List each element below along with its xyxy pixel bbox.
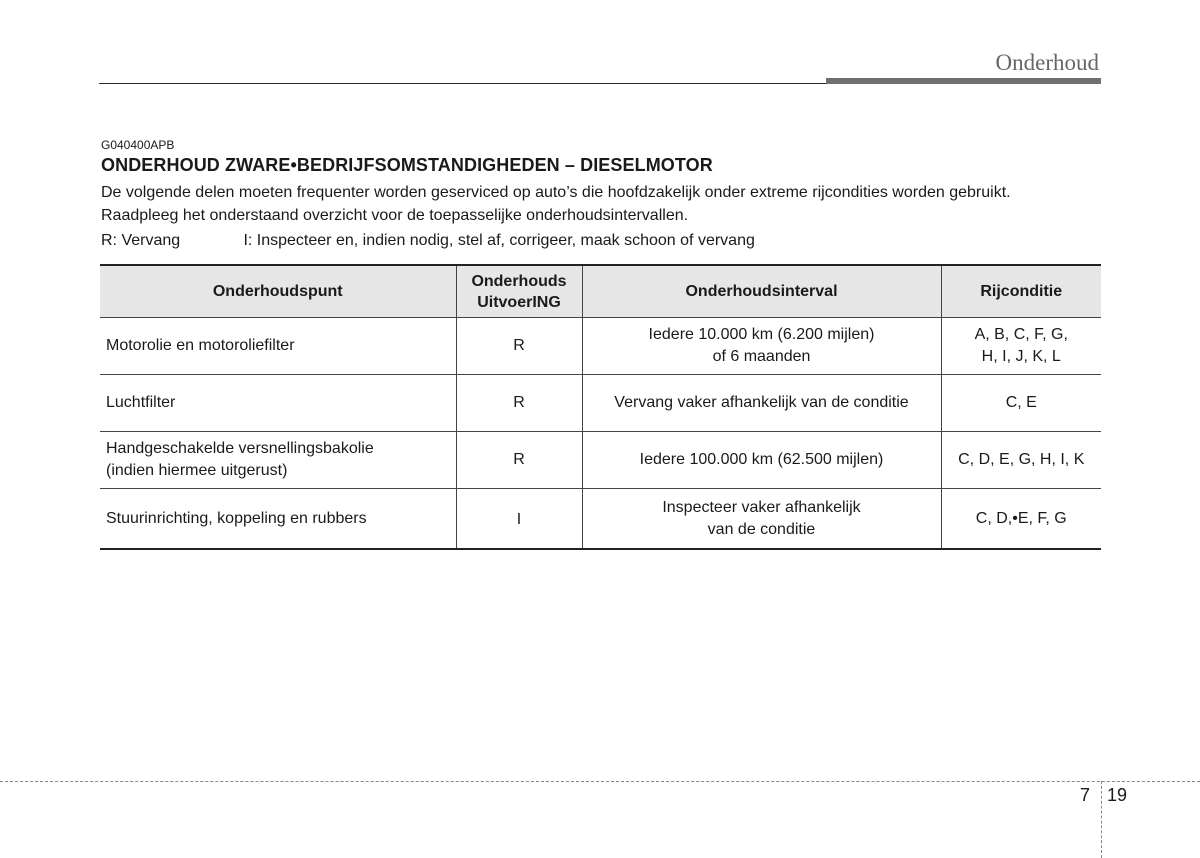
header-accent-bar [826, 78, 1101, 84]
cell-text: Iedere 100.000 km (62.500 mijlen) [639, 451, 884, 468]
cell-text: Iedere 10.000 km (6.200 mijlen) [648, 326, 875, 343]
header-item: Onderhoudspunt [100, 265, 456, 318]
header-action-line: Onderhouds [471, 272, 567, 290]
document-code: G040400APB [101, 138, 175, 152]
header-action-line: UitvoerING [477, 293, 561, 311]
legend-inspect: I: Inspecteer en, indien nodig, stel af, corrigeer, maak schoon of vervang [243, 232, 755, 249]
legend-replace: R: Vervang [101, 232, 181, 249]
cell-text: Luchtfilter [106, 394, 176, 411]
cell-text: (indien hiermee uitgerust) [106, 462, 288, 479]
cell-item [100, 432, 456, 489]
table-row [100, 375, 1101, 432]
cell-text: Handgeschakelde versnellingsbakolie [106, 440, 374, 457]
maintenance-table [100, 264, 1101, 550]
intro-line: De volgende delen moeten frequenter worden geserviced op auto’s die hoofdzakelijk onder extreme rijcondities worden gebruikt. [101, 184, 1011, 201]
cell-text: Stuurinrichting, koppeling en rubbers [106, 509, 367, 527]
cell-text: C, E [1005, 394, 1037, 411]
cell-condition [941, 318, 1101, 375]
header-condition: Rijconditie [941, 265, 1101, 318]
footer-divider [0, 781, 1200, 782]
table-header-row [100, 265, 1101, 318]
cell-text: C, D,•E, F, G [975, 509, 1067, 527]
footer-page-divider [1101, 781, 1102, 858]
legend [101, 232, 755, 250]
intro-line: Raadpleeg het onderstaand overzicht voor de toepasselijke onderhoudsintervallen. [101, 207, 689, 224]
cell-interval [582, 489, 941, 550]
cell-action: I [456, 489, 582, 550]
table-row [100, 489, 1101, 550]
cell-text: H, I, J, K, L [981, 348, 1061, 365]
cell-interval [582, 318, 941, 375]
cell-action: R [456, 318, 582, 375]
cell-text: van de conditie [707, 520, 816, 538]
intro-paragraph [101, 181, 1111, 227]
section-title: Onderhoud [995, 50, 1099, 75]
page-heading: ONDERHOUD ZWARE•BEDRIJFSOMSTANDIGHEDEN – DIESELMOTOR [101, 155, 713, 175]
cell-condition [941, 432, 1101, 489]
cell-text: Inspecteer vaker afhankelijk [662, 498, 861, 516]
cell-text: Vervang vaker afhankelijk van de conditie [614, 394, 909, 411]
page-number: 19 [1107, 785, 1128, 805]
cell-text: of 6 maanden [712, 348, 811, 365]
table-row [100, 318, 1101, 375]
cell-action: R [456, 375, 582, 432]
cell-item [100, 318, 456, 375]
table-row [100, 432, 1101, 489]
cell-condition [941, 375, 1101, 432]
cell-text: C, D, E, G, H, I, K [958, 451, 1085, 468]
cell-interval [582, 432, 941, 489]
cell-text: A, B, C, F, G, [974, 326, 1068, 343]
cell-item [100, 489, 456, 550]
cell-action: R [456, 432, 582, 489]
cell-interval [582, 375, 941, 432]
chapter-number: 7 [1080, 785, 1091, 805]
cell-condition [941, 489, 1101, 550]
cell-text: Motorolie en motoroliefilter [106, 337, 295, 354]
cell-item [100, 375, 456, 432]
header-interval: Onderhoudsinterval [582, 265, 941, 318]
header-action [456, 265, 582, 318]
